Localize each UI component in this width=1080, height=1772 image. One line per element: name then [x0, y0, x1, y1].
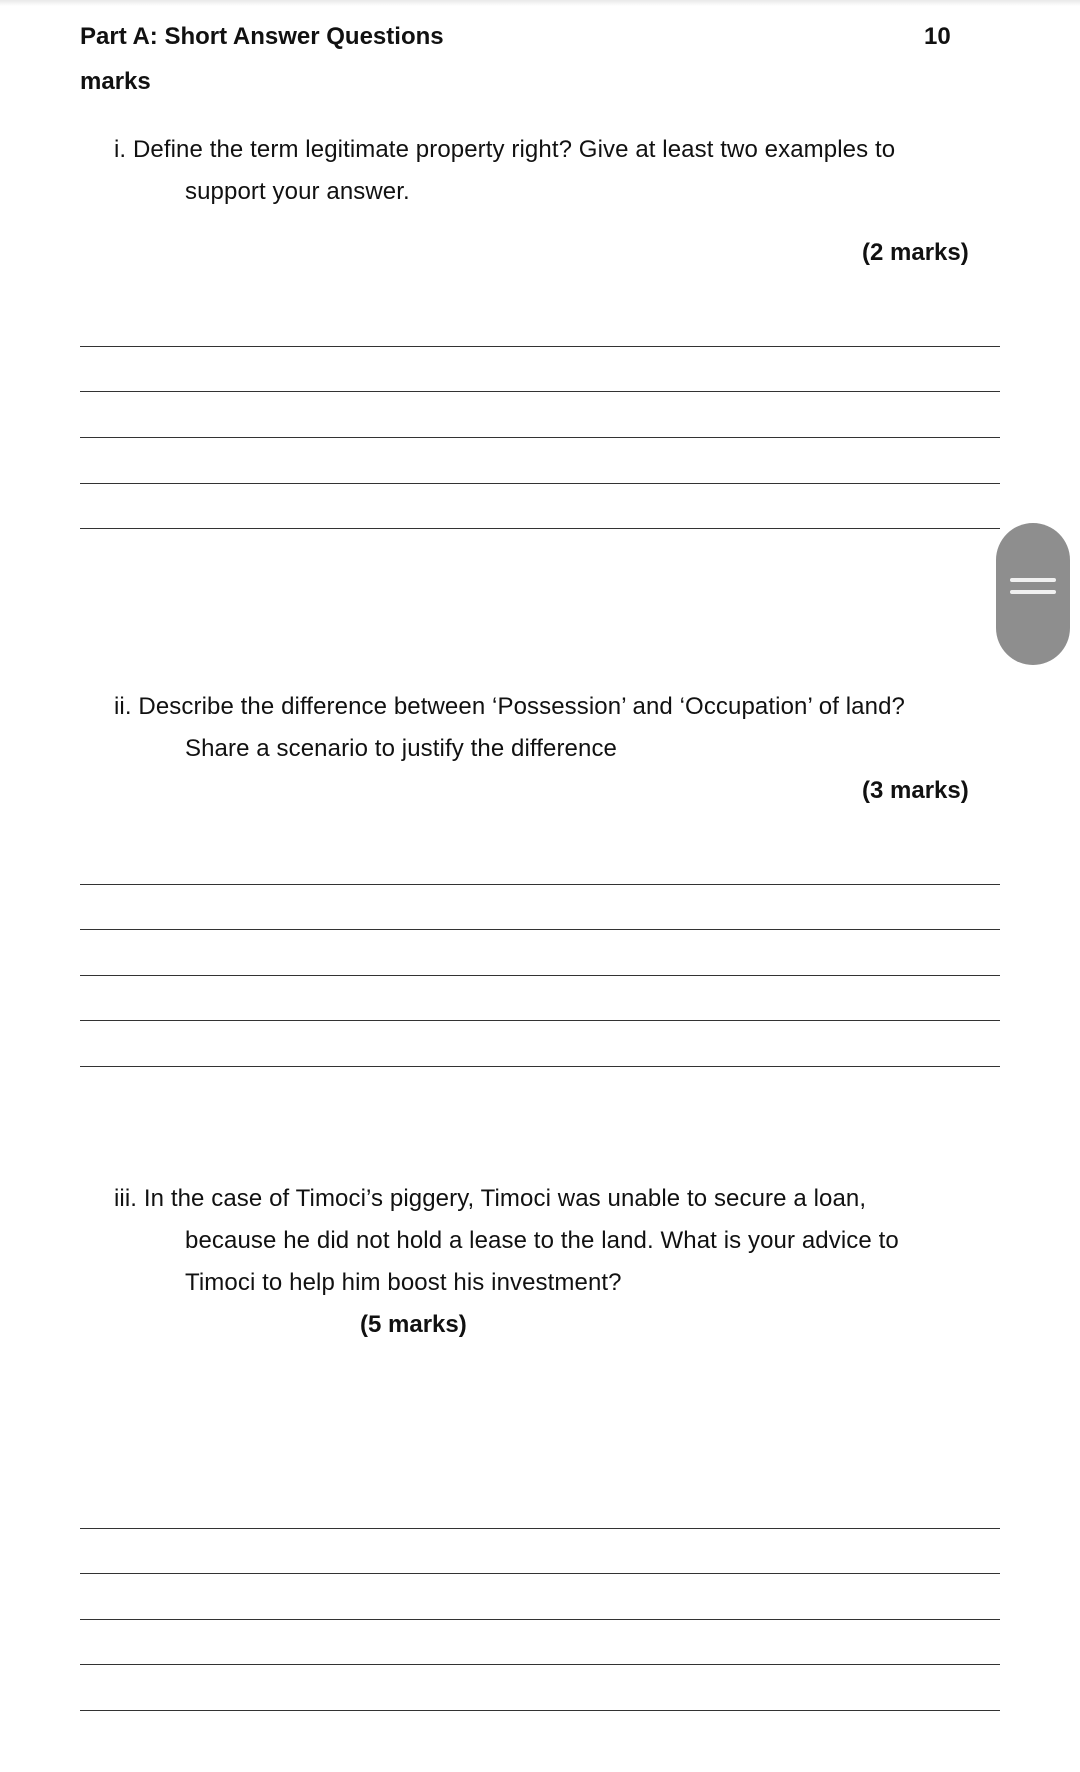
answer-line[interactable]	[80, 1020, 1000, 1021]
question-1-line-1: i. Define the term legitimate property right? Give at least two examples to	[114, 136, 896, 163]
answer-line[interactable]	[80, 1066, 1000, 1067]
answer-line[interactable]	[80, 528, 1000, 529]
question-2-marks: (3 marks)	[862, 777, 969, 804]
question-1-marks: (2 marks)	[862, 239, 969, 266]
answer-line[interactable]	[80, 437, 1000, 438]
answer-line[interactable]	[80, 975, 1000, 976]
part-marks-number: 10	[924, 23, 951, 50]
scroll-handle[interactable]	[996, 523, 1070, 665]
answer-line[interactable]	[80, 391, 1000, 392]
question-2-line-1: ii. Describe the difference between ‘Possession’ and ‘Occupation’ of land?	[114, 693, 905, 720]
question-1-line-2: support your answer.	[185, 178, 410, 205]
top-shadow	[0, 0, 1080, 6]
answer-line[interactable]	[80, 346, 1000, 347]
answer-line[interactable]	[80, 929, 1000, 930]
answer-line[interactable]	[80, 1528, 1000, 1529]
answer-line[interactable]	[80, 1710, 1000, 1711]
part-title: Part A: Short Answer Questions	[80, 23, 444, 50]
answer-line[interactable]	[80, 1619, 1000, 1620]
answer-line[interactable]	[80, 1664, 1000, 1665]
question-3-marks: (5 marks)	[360, 1311, 467, 1338]
question-3-line-1: iii. In the case of Timoci’s piggery, Timoci was unable to secure a loan,	[114, 1185, 867, 1212]
question-2-line-2: Share a scenario to justify the difference	[185, 735, 618, 762]
part-marks-label: marks	[80, 68, 151, 95]
answer-line[interactable]	[80, 884, 1000, 885]
answer-line[interactable]	[80, 483, 1000, 484]
question-3-line-2: because he did not hold a lease to the land. What is your advice to	[185, 1227, 899, 1254]
answer-line[interactable]	[80, 1573, 1000, 1574]
question-3-line-3: Timoci to help him boost his investment?	[185, 1269, 622, 1296]
